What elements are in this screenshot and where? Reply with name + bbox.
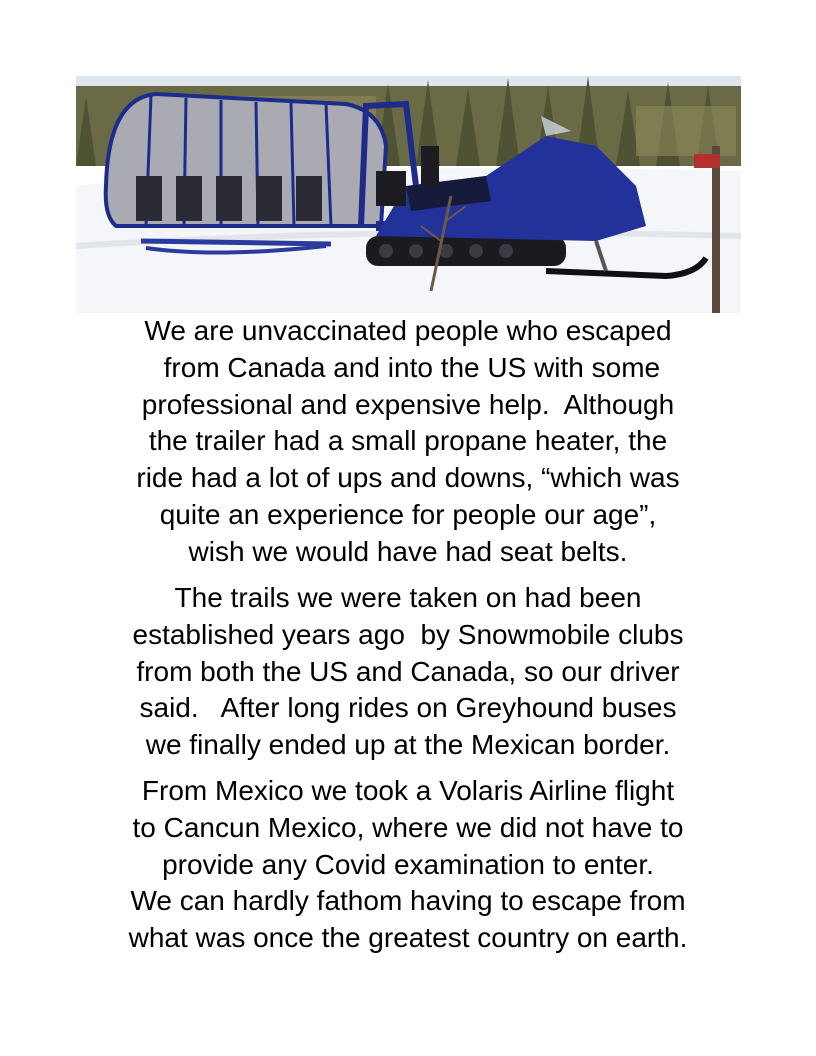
paragraph-1 xyxy=(80,313,736,571)
paragraph-line: from Canada and into the US with some xyxy=(155,351,661,383)
paragraph-line: We can hardly fathom having to escape from xyxy=(130,885,686,917)
paragraph-line: We are unvaccinated people who escaped xyxy=(144,315,672,346)
paragraph-line: from both the US and Canada, so our driver xyxy=(136,655,680,687)
paragraph-line: The trails we were taken on had been xyxy=(174,582,642,613)
snowmobile-illustration xyxy=(76,76,741,313)
paragraph-line: what was once the greatest country on earth. xyxy=(128,922,688,954)
paragraph-line: provide any Covid examination to enter. xyxy=(162,848,654,880)
paragraph-2 xyxy=(80,580,736,764)
paragraph-line: wish we would have had seat belts. xyxy=(188,535,628,567)
paragraph-line: the trailer had a small propane heater, the xyxy=(148,425,668,457)
paragraph-line: From Mexico we took a Volaris Airline flight xyxy=(141,775,675,806)
paragraph-3 xyxy=(80,773,736,957)
paragraph-line: ride had a lot of ups and downs, “which was xyxy=(136,462,680,494)
paragraph-line: established years ago by Snowmobile clubs xyxy=(132,618,684,650)
snowmobile-photo xyxy=(76,76,741,313)
paragraph-line: we finally ended up at the Mexican border. xyxy=(145,729,671,761)
paragraph-line: quite an experience for people our age”, xyxy=(159,498,657,530)
paragraph-line: professional and expensive help. Although xyxy=(141,388,675,420)
paragraph-line: to Cancun Mexico, where we did not have to xyxy=(132,811,684,843)
paragraph-line: said. After long rides on Greyhound buses xyxy=(139,692,677,724)
